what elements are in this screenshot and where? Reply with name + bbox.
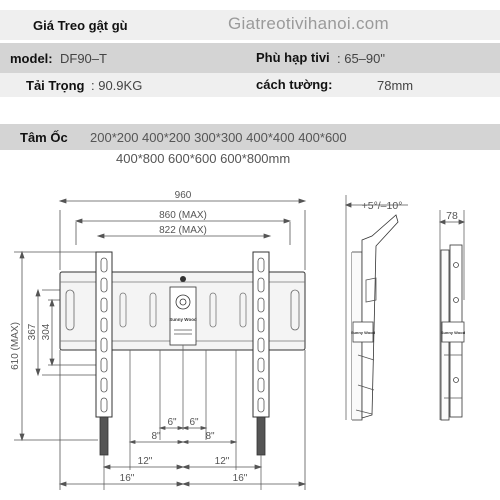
depth-brand-text: Sunny Wood [440,330,466,335]
website-url: Giatreotivihanoi.com [228,14,389,33]
right-arm [253,252,269,455]
dim-822-label: 822 (MAX) [159,225,207,236]
dim-8in [130,431,236,444]
dim-8in-right-label: 8" [205,431,215,442]
brand-logo-text: Sunny Wood [169,317,197,322]
dim-860-label: 860 (MAX) [159,210,207,221]
dim-width-label: 960 [174,190,192,201]
dim-6in-left-label: 6" [167,417,177,428]
wall-distance-label: cách tường: [256,77,333,92]
tv-size-label: Phù hạp tivi [256,50,330,65]
dim-16in-left-label: 16" [119,473,135,484]
depth-label: 78 [446,210,458,222]
dim-367-label: 367 [27,323,38,341]
tv-size-value: : 65–90" [337,51,385,66]
dim-6in-right-label: 6" [189,417,199,428]
left-arm [96,252,112,455]
load-label: Tải Trọng [26,78,85,93]
dim-12in [104,456,261,469]
model-label: model: [10,51,53,66]
dim-16in-right-label: 16" [232,473,248,484]
dim-12in-left-label: 12" [137,456,153,467]
center-plate [169,287,197,345]
wall-distance-value: 78mm [377,78,414,93]
vesa-line-1: 200*200 400*200 300*300 400*400 400*600 [90,130,347,145]
product-title: Giá Treo gật gù [33,18,128,33]
load-value: : 90.9KG [91,78,143,93]
dim-822 [98,225,270,238]
dim-304-label: 304 [41,323,52,341]
side-view-depth [440,210,466,420]
side-brand-text: Sunny Wood [350,330,376,335]
dim-12in-right-label: 12" [214,456,230,467]
model-value: DF90–T [60,51,107,66]
vesa-label: Tâm Ốc [20,130,68,145]
tilt-label: +5°/–10° [361,200,403,212]
vesa-line-2: 400*800 600*600 600*800mm [116,151,291,166]
dim-8in-left-label: 8" [151,431,161,442]
side-view-tilt [346,195,408,420]
dim-height-label: 610 (MAX) [10,322,21,370]
bottom-extension-lines [104,345,261,490]
